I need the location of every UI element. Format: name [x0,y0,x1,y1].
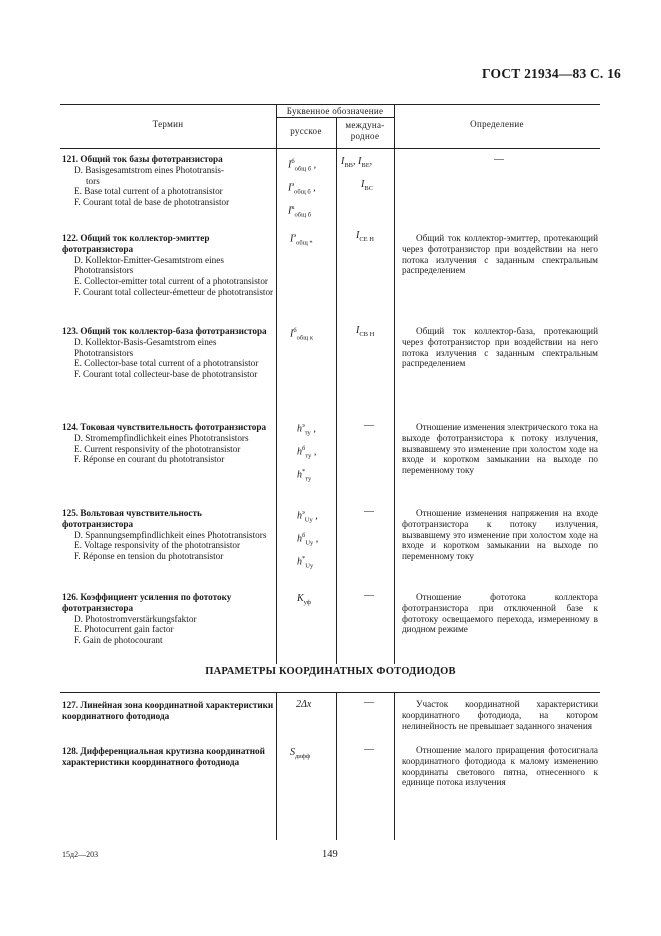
entry-123-symbol-int: $I_{CB H}$ [356,325,375,338]
entry-126-en: E. Photocurrent gain factor [74,624,174,635]
header-russian: русское [290,126,322,136]
entry-125-symbol-int: — [364,506,374,517]
section-top-rule [60,692,600,693]
entry-124-definition: Отношение изменения электрического тока на выходе фототранзистора к потоку излучения, вызвавшему это изменение при холостом ходе на входе и коротком замыкании на выходе по переменному току [402,422,598,476]
entry-123-en: E. Collector-base total current of a phototransistor [74,358,259,369]
entry-123-definition: Общий ток коллектор-база, протекающий через фототранзистор при воздействии на него потока излучения с заданным спектральным распределением [402,326,598,369]
entry-121-de-cont: tors [86,175,100,186]
page-number: 149 [322,849,338,860]
entry-127 [62,700,274,722]
entry-125-de: D. Spannungsempfindlichkeit eines Phototransistors [74,529,267,540]
entry-123-de: D. Kollektor-Basis-Gesamtstrom eines Phototransistors [74,336,217,358]
entry-128 [62,746,274,768]
entry-125-title: 125. Вольтовая чувствительность фототранзистора [62,508,202,529]
entry-124-symbol-int: — [364,420,374,431]
table-top-rule [60,104,600,105]
entry-122-en: E. Collector-emitter total current of a phototransistor [74,276,268,287]
entry-124-fr: F. Réponse en courant du phototransistor [74,454,225,465]
entry-122-symbol-int: $I_{CE H}$ [356,230,374,243]
entry-126-fr: F. Gain de photocourant [74,635,163,646]
table-subheader-rule [276,117,394,118]
entry-121-definition: — [494,154,504,165]
page-header: ГОСТ 21934—83 С. 16 [482,66,621,81]
entry-124-symbol-ru-2: $h^б_{ту}$ , [297,445,317,460]
entry-127-title: 127. Линейная зона координатной характеристики координатного фотодиода [62,700,274,721]
entry-125-symbol-ru-1: $h^э_{Uу}$ , [297,509,318,524]
header-term: Термин [152,119,184,129]
footer-print-code: 15д2—203 [62,850,99,859]
entry-122-de: D. Kollektor-Emitter-Gesamtstrom eines Phototransistors [74,254,224,276]
entry-123-title: 123. Общий ток коллектор-база фототранзистора [62,326,267,336]
entry-124-title: 124. Токовая чувствительность фототранзистора [62,422,267,432]
col-divider-3b [394,692,395,840]
entry-121-title: 121. Общий ток базы фототранзистора [62,154,223,164]
entry-122-definition: Общий ток коллектор-эмиттер, протекающий через фототранзистор при воздействии на него потока излучения с заданным спектральным распределением [402,233,598,276]
entry-125-symbol-ru-2: $h^б_{Uу}$ , [297,532,319,547]
col-divider-2 [336,117,337,664]
entry-124-symbol-ru-3: $h^*_{ту}$ [297,468,312,483]
table-header-bottom-rule [60,148,600,149]
entry-128-title: 128. Дифференциальная крутизна координатной характеристики координатного фотодиода [62,746,265,767]
entry-121-symbol-int-1: $I_{BB}$, $I_{BE}$, [341,156,373,169]
entry-126-symbol-ru: $K_{уф}$ [297,593,311,606]
entry-122 [62,233,274,298]
entry-121-fr: F. Courant total de base de phototransistor [74,197,230,208]
entry-126-definition: Отношение фототока коллектора фототранзистора при отключенной базе к фототоку освещаемого перехода, измеренному в диодном режиме [402,592,598,635]
entry-127-definition: Участок координатной характеристики координатного фотодиода, на котором нелинейность не превышает заданного значения [402,699,598,731]
entry-124-symbol-ru-1: $h^э_{ту}$ , [297,422,316,437]
entry-128-symbol-int: — [364,744,374,755]
entry-123-symbol-ru: $I^б_{общ к}$ [290,327,314,342]
entry-125-fr: F. Réponse en tension du phototransistor [74,551,224,562]
col-divider-3 [394,104,395,664]
entry-121-symbol-ru-3: $I^к_{общ б}$ [288,204,312,219]
entry-124-en: E. Current responsivity of the phototransistor [74,443,241,454]
entry-122-title: 122. Общий ток коллектор-эмиттер фототранзистора [62,233,210,254]
entry-126-symbol-int: — [364,590,374,601]
header-definition: Определение [470,119,524,129]
entry-122-fr: F. Courant total collecteur-émetteur de phototransistor [74,286,274,297]
entry-121 [62,154,274,208]
entry-124 [62,422,274,465]
entry-125-symbol-ru-3: $h^*_{Uу}$ [297,555,314,570]
col-divider-2b [336,692,337,840]
entry-128-symbol-ru: $S_{дифф}$ [290,747,311,760]
header-international-2: родное [350,131,380,141]
header-international-1: междуна- [345,120,385,130]
entry-121-symbol-ru-2: $I^э_{общ б}$ , [288,181,316,196]
entry-128-definition: Отношение малого приращения фотосигнала координатного фотодиода к малому изменению координаты светового пятна, отнесенного к единице потока излучения [402,745,598,788]
entry-126-title: 126. Коэффициент усиления по фототоку фототранзистора [62,592,232,613]
entry-125-en: E. Voltage responsivity of the phototransistor [74,540,241,551]
entry-121-de: D. Basisgesamtstrom eines Phototransis- [74,164,225,175]
entry-121-symbol-ru-1: $I^б_{общ б}$ , [288,158,317,173]
entry-125 [62,508,274,562]
col-divider-1 [276,104,277,664]
entry-127-symbol-int: — [364,697,374,708]
entry-121-symbol-int-2: $I_{BC}$ [361,179,374,192]
header-letter-designation: Буквенное обозначение [286,106,384,116]
entry-122-symbol-ru: $I^э_{общ *}$ [290,232,313,247]
entry-123-fr: F. Courant total collecteur-base de phototransistor [74,369,258,380]
entry-123 [62,326,274,380]
section-title: ПАРАМЕТРЫ КООРДИНАТНЫХ ФОТОДИОДОВ [205,666,456,677]
entry-125-definition: Отношение изменения напряжения на входе фототранзистора к потоку излучения, вызвавшему это изменение при холостом ходе на входе и коротком замыкании на выходе по переменному току [402,508,598,562]
entry-121-en: E. Base total current of a phototransistor [74,186,223,197]
entry-127-symbol-ru: 2Δx [296,699,312,710]
entry-126 [62,592,274,646]
entry-124-de: D. Stromempfindlichkeit eines Phototransistors [74,432,249,443]
entry-126-de: D. Photostromverstärkungsfaktor [74,613,197,624]
col-divider-1b [276,692,277,840]
